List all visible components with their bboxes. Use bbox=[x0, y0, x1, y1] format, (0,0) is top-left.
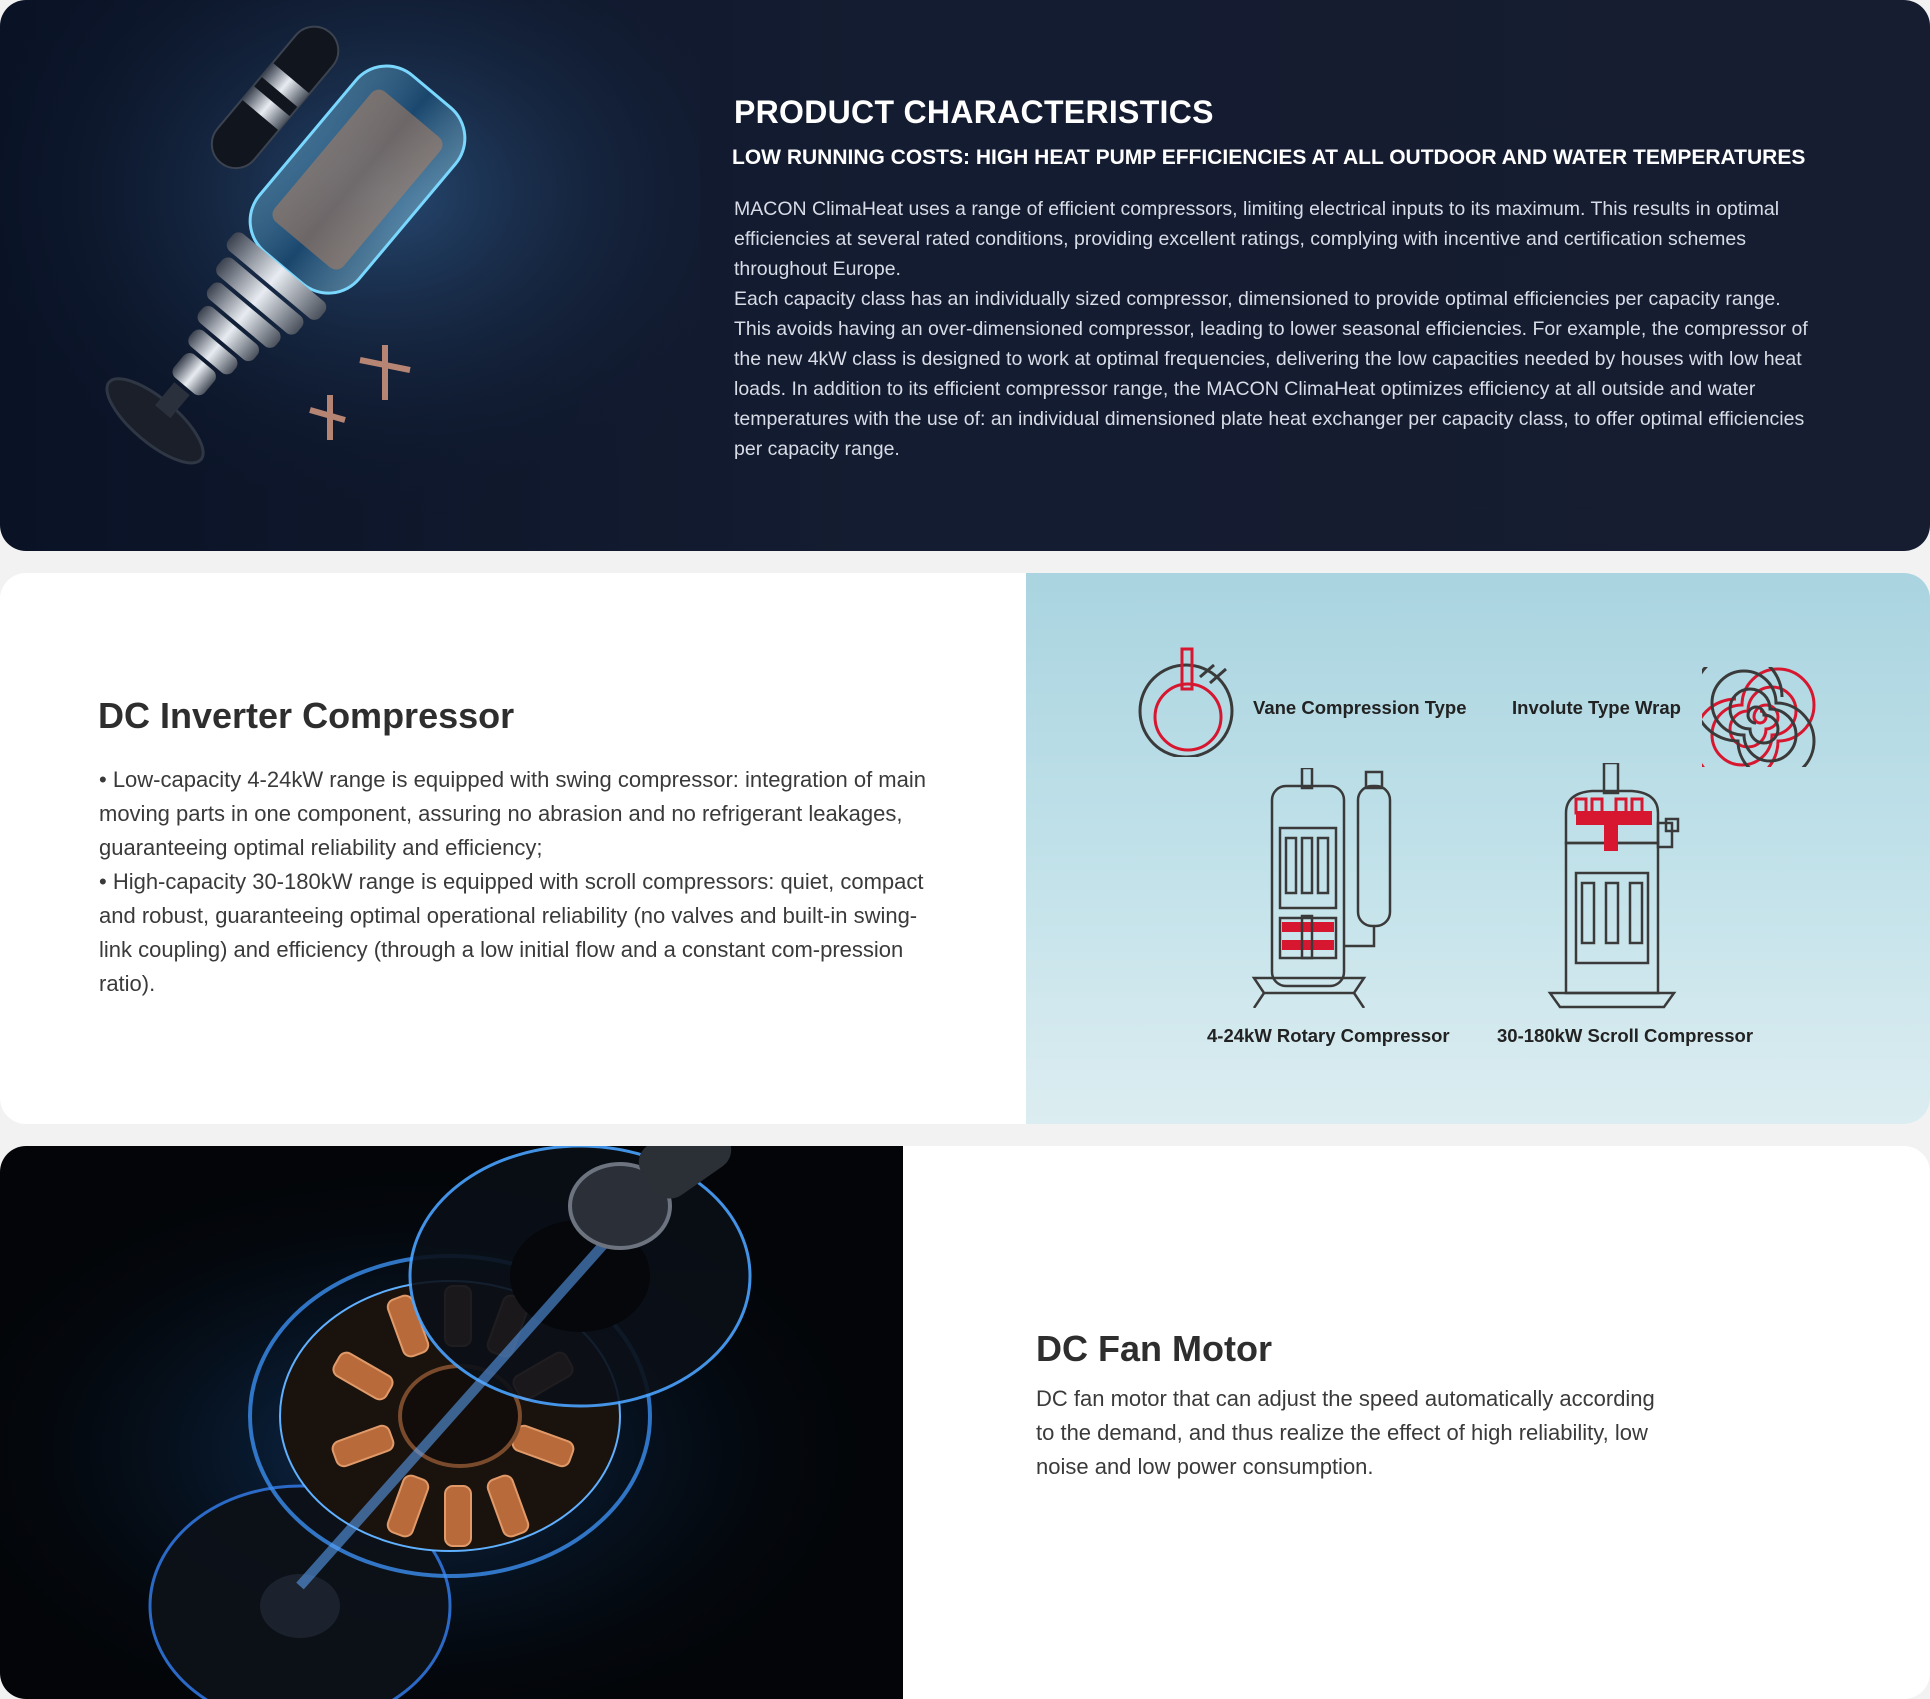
product-characteristics-section bbox=[0, 0, 1930, 551]
compressor-text-panel bbox=[0, 573, 1026, 1124]
vane-compression-label: Vane Compression Type bbox=[1253, 697, 1467, 718]
product-description bbox=[734, 194, 1814, 464]
description-paragraph: MACON ClimaHeat uses a range of efficient compressors, limiting electrical inputs to its maximum. This results in optimal efficiencies at several rated conditions, providing excellent ratings, complying with incentive and certification schemes throughout Europe. bbox=[734, 198, 1780, 280]
involute-spiral-icon bbox=[1702, 667, 1818, 767]
fan-motor-render-image bbox=[0, 1146, 903, 1699]
fan-motor-description: DC fan motor that can adjust the speed automatically according to the demand, and thus realize the effect of high reliability, low noise and low power consumption. bbox=[1036, 1386, 1655, 1479]
section-heading: DC Inverter Compressor bbox=[98, 695, 515, 736]
description-paragraph: Each capacity class has an individually sized compressor, dimensioned to provide optimal efficiencies per capacity range. This avoids having an over-dimensioned compressor, leading to lower seasonal efficiencies. For example, the compressor of the new 4kW class is designed to work at optimal frequencies, delivering the low capacities needed by houses with low heat loads. In addition to its efficient compressor range, the MACON ClimaHeat optimizes efficiency at all outside and water temperatures with the use of: an individual dimensioned plate heat exchanger per capacity class, to offer optimal efficiencies per capacity range. bbox=[734, 288, 1808, 460]
involute-wrap-label: Involute Type Wrap bbox=[1512, 697, 1681, 718]
section-subtitle: LOW RUNNING COSTS: HIGH HEAT PUMP EFFICIENCIES AT ALL OUTDOOR AND WATER TEMPERATURES bbox=[732, 146, 1806, 169]
rotary-compressor-diagram bbox=[1244, 768, 1444, 1008]
compressor-description bbox=[99, 763, 939, 1001]
rotary-compressor-label: 4-24kW Rotary Compressor bbox=[1207, 1025, 1450, 1046]
page-title: PRODUCT CHARACTERISTICS bbox=[734, 94, 1214, 130]
scroll-compressor-diagram bbox=[1532, 763, 1712, 1013]
list-item: • High-capacity 30-180kW range is equipped with scroll compressors: quiet, compact and robust, guaranteeing optimal operational reliability (no valves and built-in swing-link coupling) and efficiency (through a low initial flow and a constant com-pression ratio). bbox=[99, 869, 924, 996]
product-characteristics-text bbox=[734, 92, 1814, 464]
compressor-diagram-panel bbox=[1026, 573, 1930, 1124]
vane-compression-icon bbox=[1138, 647, 1248, 757]
section-heading: DC Fan Motor bbox=[1036, 1328, 1272, 1369]
scroll-compressor-label: 30-180kW Scroll Compressor bbox=[1497, 1025, 1754, 1046]
list-item: • Low-capacity 4-24kW range is equipped with swing compressor: integration of main moving parts in one component, assuring no abrasion and no refrigerant leakages, guaranteeing optimal reliability and efficiency; bbox=[99, 767, 926, 860]
dc-fan-motor-section bbox=[0, 1146, 1930, 1699]
dc-inverter-compressor-section bbox=[0, 573, 1930, 1124]
compressor-render-image bbox=[0, 0, 700, 551]
